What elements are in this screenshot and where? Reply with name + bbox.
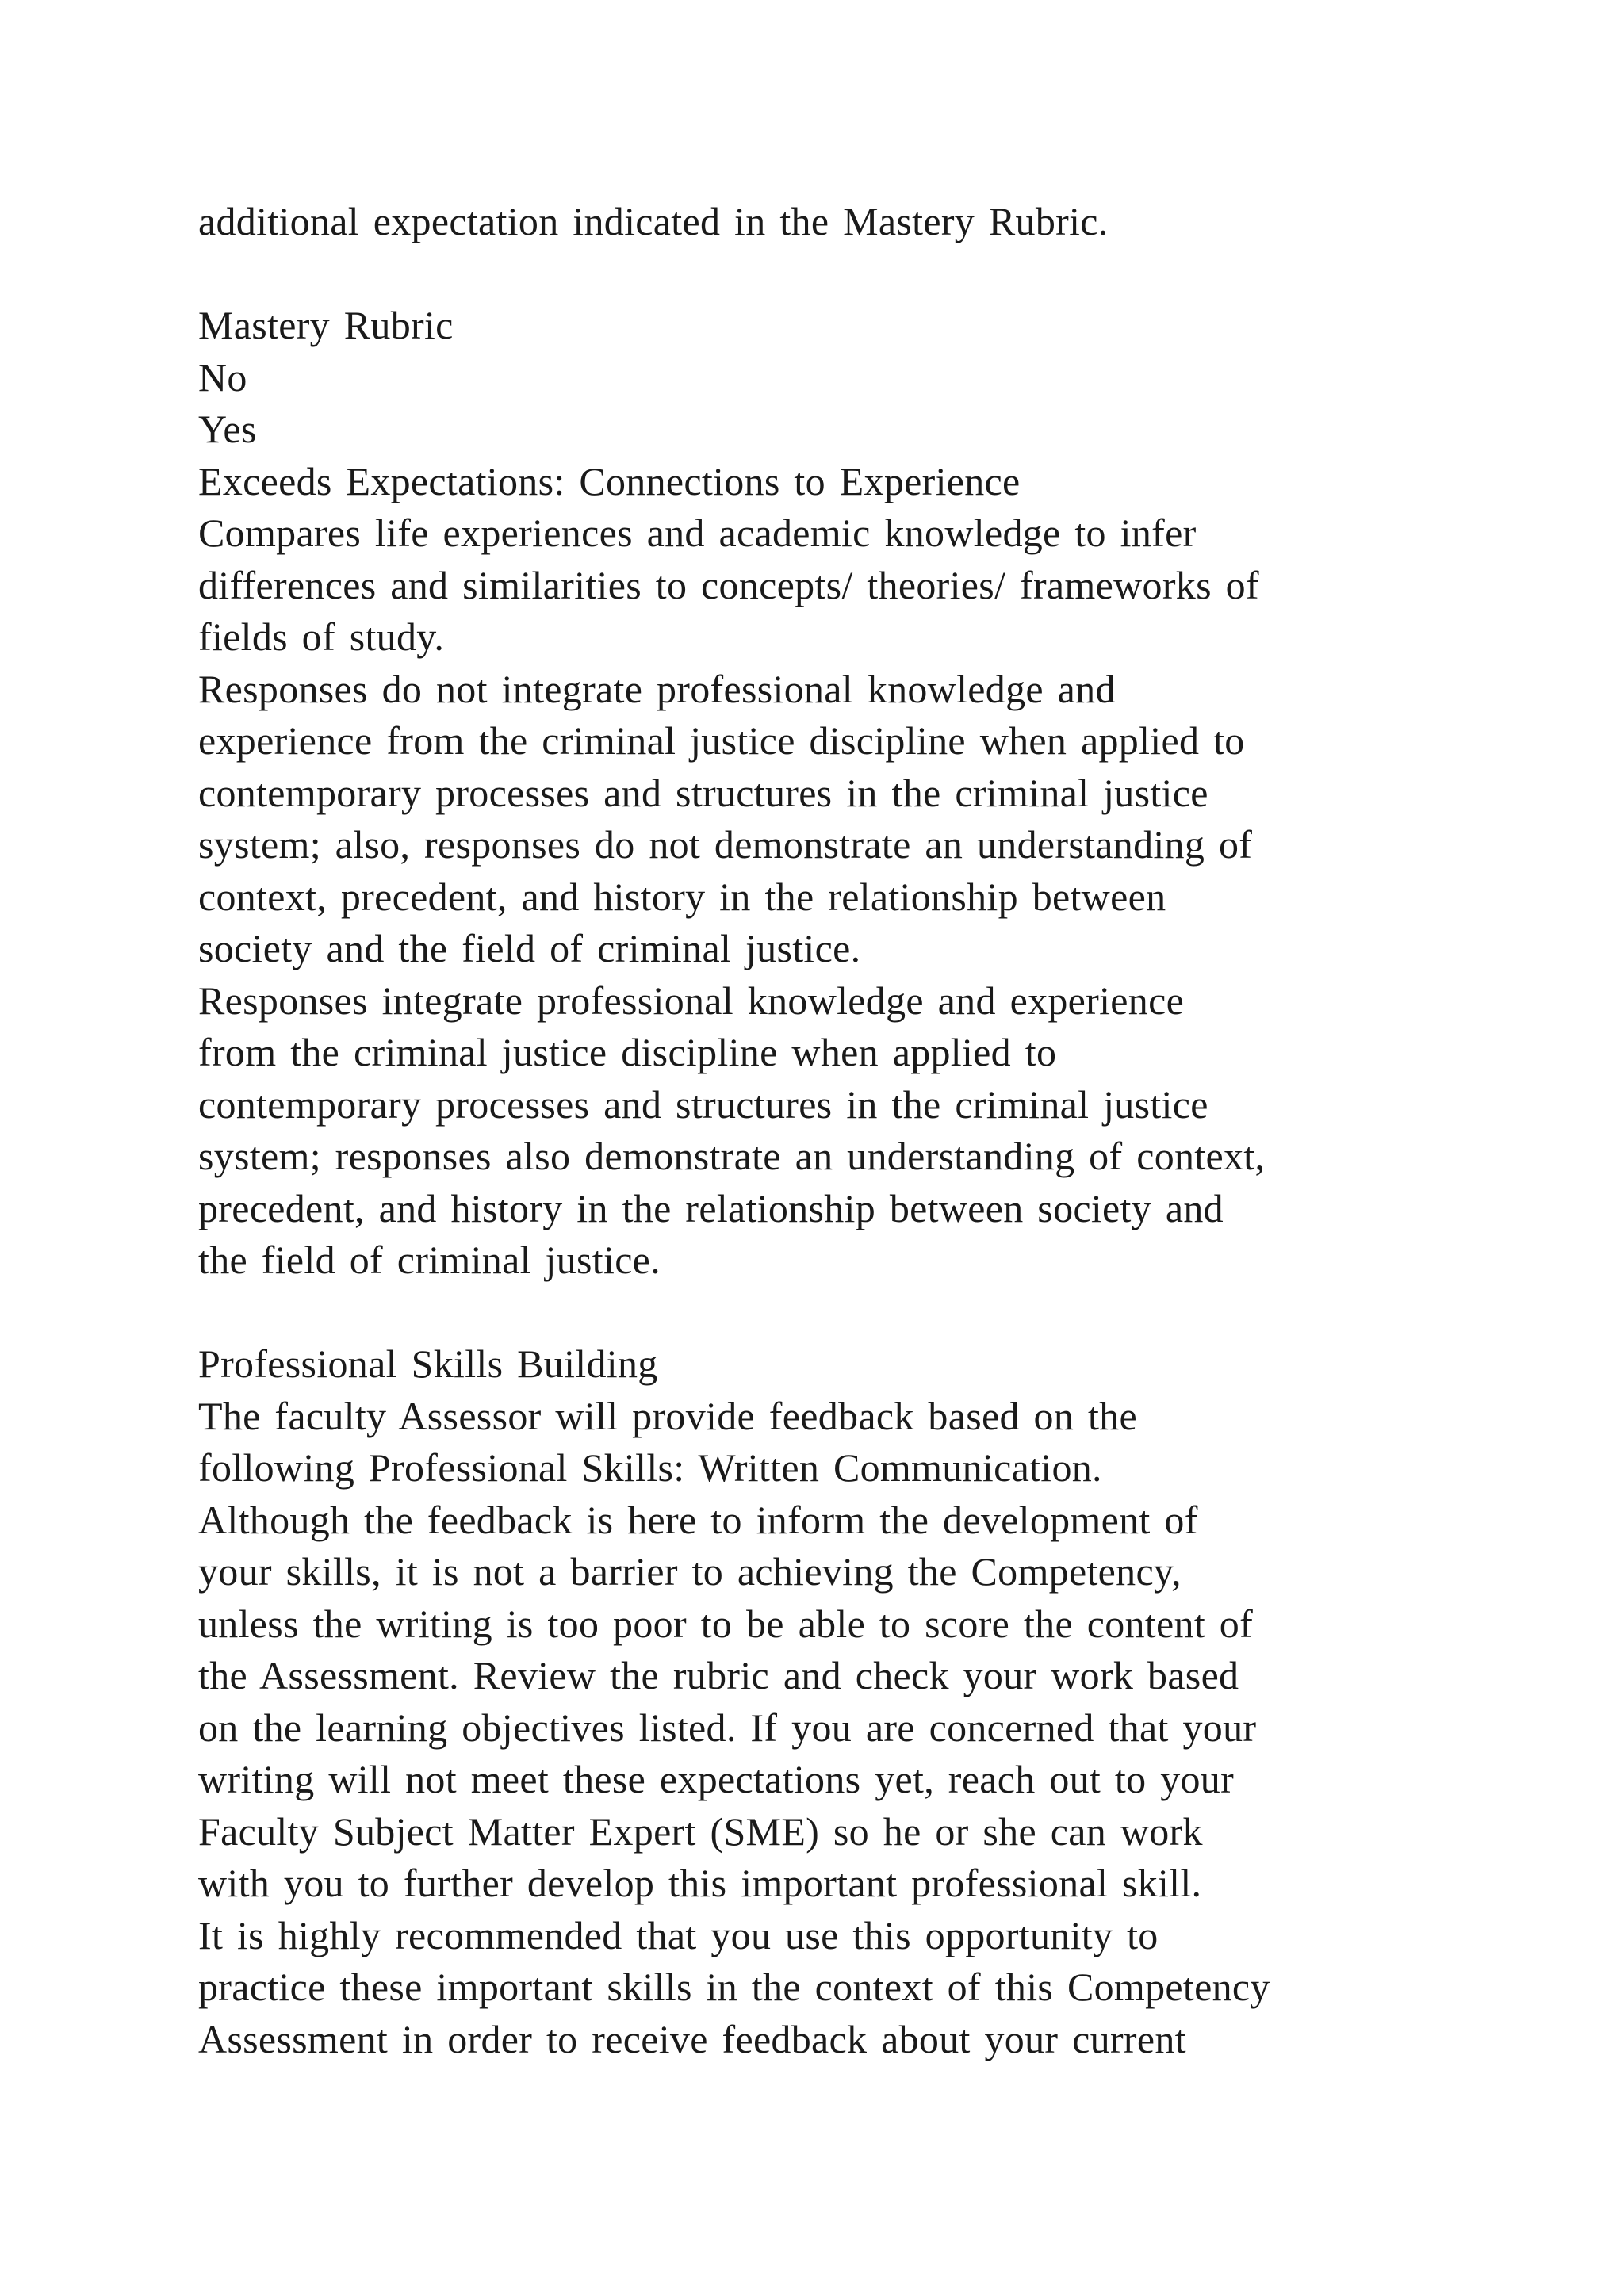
text-line: on the learning objectives listed. If you are concerned that your [198,1705,1257,1750]
text-line: system; also, responses do not demonstrate an understanding of [198,822,1253,867]
text-line: fields of study. [198,614,445,659]
text-line: the Assessment. Review the rubric and check your work based [198,1653,1239,1697]
text-line: differences and similarities to concepts/ theories/ frameworks of [198,562,1259,607]
rubric-criterion-title: Exceeds Expectations: Connections to Experience [198,458,1021,503]
rubric-option-no: No [198,354,247,400]
text-line: your skills, it is not a barrier to achieving the Competency, [198,1549,1182,1594]
text-line: precedent, and history in the relationship between society and [198,1185,1224,1230]
text-line: additional expectation indicated in the Mastery Rubric. [198,199,1109,243]
document-body [198,196,1546,2065]
text-line: unless the writing is too poor to be able to score the content of [198,1601,1254,1646]
text-line: Faculty Subject Matter Expert (SME) so he or she can work [198,1808,1203,1854]
rubric-option-yes: Yes [198,407,257,451]
text-line: practice these important skills in the context of this Competency [198,1965,1270,2009]
text-line: Responses integrate professional knowledge and experience [198,978,1185,1023]
text-line: from the criminal justice discipline when applied to [198,1030,1057,1074]
text-line: It is highly recommended that you use this opportunity to [198,1912,1159,1957]
text-line: society and the field of criminal justice. [198,926,861,970]
text-line: the field of criminal justice. [198,1238,661,1282]
text-line: experience from the criminal justice discipline when applied to [198,718,1245,763]
text-line: Compares life experiences and academic knowledge to infer [198,511,1197,555]
text-line: The faculty Assessor will provide feedback based on the [198,1393,1137,1438]
text-line: context, precedent, and history in the relationship between [198,874,1166,919]
text-line: system; responses also demonstrate an understanding of context, [198,1134,1266,1178]
text-line: Assessment in order to receive feedback about your current [198,2016,1186,2061]
text-line: writing will not meet these expectations yet, reach out to your [198,1757,1235,1801]
text-line: following Professional Skills: Written Communication. [198,1445,1102,1490]
text-line: contemporary processes and structures in the criminal justice [198,1081,1208,1127]
text-line: Although the feedback is here to inform the development of [198,1497,1198,1542]
blank-line [198,248,1546,300]
text-line: Responses do not integrate professional knowledge and [198,666,1116,711]
section-heading-professional-skills: Professional Skills Building [198,1341,658,1386]
section-heading-mastery-rubric: Mastery Rubric [198,303,454,347]
blank-line [198,1287,1546,1339]
text-line: with you to further develop this important professional skill. [198,1861,1202,1905]
text-line: contemporary processes and structures in the criminal justice [198,770,1208,815]
